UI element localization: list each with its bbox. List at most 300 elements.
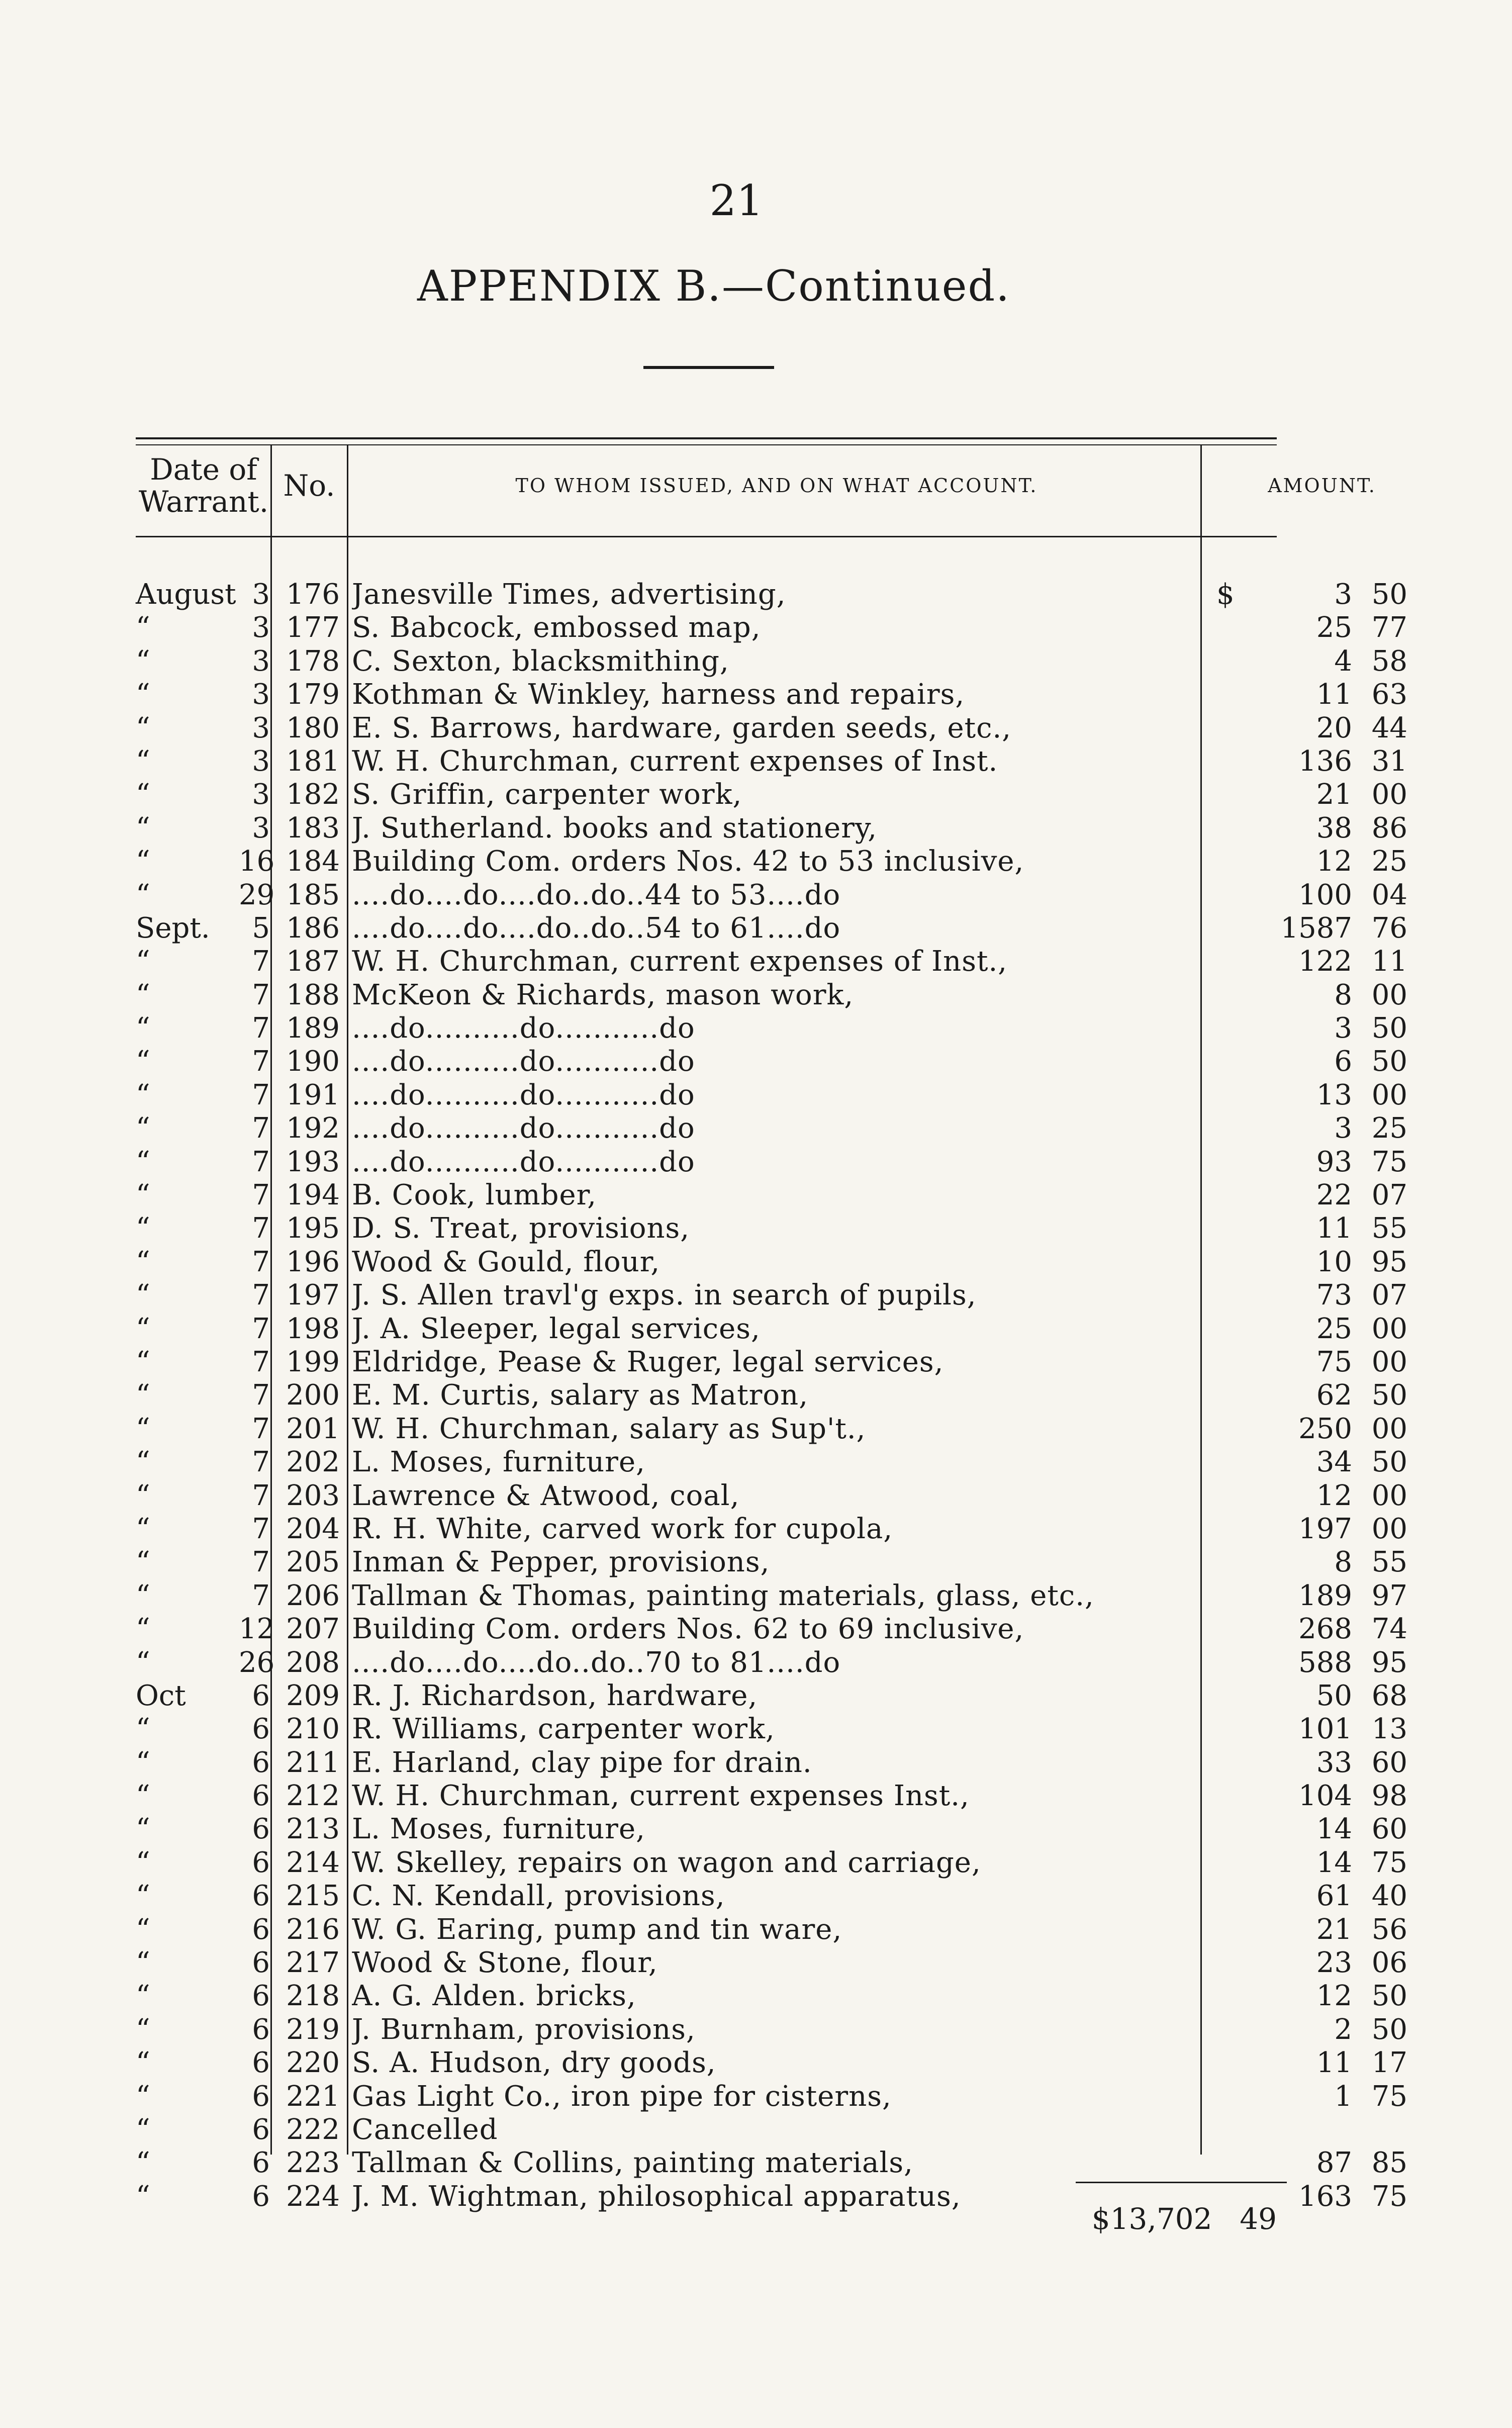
- amount-cents: 76: [1371, 911, 1407, 945]
- description-text: ....do..........do...........do: [352, 1145, 695, 1178]
- amount-cents: 50: [1371, 1980, 1407, 2013]
- description-text: C. Sexton, blacksmithing,: [352, 644, 729, 678]
- description-text: L. Moses, furniture,: [352, 1813, 645, 1846]
- table-row: [136, 744, 1407, 778]
- amount-dollars: 23: [1316, 1946, 1352, 1980]
- header-date-line2: Warrant.: [138, 485, 269, 519]
- warrant-description: [352, 611, 1191, 644]
- warrant-amount: [1232, 1112, 1407, 1145]
- amount-dollars: 1587: [1280, 911, 1352, 945]
- warrant-month: “: [136, 1512, 150, 1545]
- warrant-month: “: [136, 1813, 150, 1846]
- table-row: [136, 2013, 1407, 2046]
- amount-cents: 50: [1371, 1446, 1407, 1479]
- warrant-number: 201: [286, 1412, 340, 1445]
- amount-cents: 00: [1371, 778, 1407, 811]
- description-text: McKeon & Richards, mason work,: [352, 978, 854, 1011]
- amount-cents: 55: [1371, 1546, 1407, 1579]
- table-row: [136, 1212, 1407, 1245]
- warrant-month: “: [136, 2113, 150, 2146]
- warrant-month: “: [136, 2013, 150, 2046]
- description-text: R. H. White, carved work for cupola,: [352, 1512, 893, 1545]
- amount-dollars: 10: [1316, 1245, 1352, 1278]
- warrant-description: [352, 1780, 1191, 1813]
- warrant-month: “: [136, 1179, 150, 1212]
- warrant-number: 197: [286, 1279, 340, 1312]
- warrant-day: 7: [252, 1512, 270, 1545]
- warrant-number: 188: [286, 978, 340, 1011]
- warrant-amount: [1232, 1946, 1407, 1980]
- warrant-amount: [1232, 611, 1407, 644]
- amount-cents: 00: [1371, 1345, 1407, 1378]
- warrant-day: 6: [252, 1713, 270, 1746]
- table-row: [136, 2080, 1407, 2113]
- amount-cents: 50: [1371, 1045, 1407, 1078]
- warrant-description: [352, 1646, 1191, 1679]
- warrant-month: “: [136, 1012, 150, 1045]
- warrant-amount: [1232, 1413, 1407, 1446]
- amount-dollars: 20: [1316, 711, 1352, 744]
- description-text: ....do..........do...........do: [352, 1112, 695, 1145]
- warrant-amount: [1232, 979, 1407, 1012]
- table-row: [136, 1813, 1407, 1846]
- table-row: [136, 1312, 1407, 1346]
- description-text: Lawrence & Atwood, coal,: [352, 1479, 740, 1512]
- table-row: [136, 1546, 1407, 1579]
- warrant-day: 3: [252, 578, 270, 611]
- description-text: A. G. Alden. bricks,: [352, 1980, 636, 2013]
- warrant-number: 196: [286, 1245, 340, 1278]
- description-text: S. Griffin, carpenter work,: [352, 778, 742, 811]
- warrant-month: “: [136, 644, 150, 678]
- table-row: [136, 1279, 1407, 1312]
- amount-dollars: 93: [1316, 1145, 1352, 1178]
- total-dollars: $13,702: [1091, 2202, 1212, 2236]
- table-row: [136, 978, 1407, 1012]
- warrant-day: 7: [252, 978, 270, 1011]
- amount-dollars: 4: [1334, 644, 1352, 678]
- warrant-number: 220: [286, 2046, 340, 2080]
- warrant-number: 177: [286, 611, 340, 644]
- warrant-day: 6: [252, 1813, 270, 1846]
- amount-dollars: 21: [1316, 1913, 1352, 1946]
- description-text: ....do....do....do..do..70 to 81....do: [352, 1646, 841, 1679]
- description-text: Building Com. orders Nos. 62 to 69 inclusive,: [352, 1613, 1024, 1646]
- warrant-number: 223: [286, 2146, 340, 2180]
- warrant-month: “: [136, 1312, 150, 1345]
- amount-dollars: 163: [1298, 2180, 1352, 2213]
- warrant-month: “: [136, 1579, 150, 1612]
- description-text: B. Cook, lumber,: [352, 1179, 597, 1212]
- warrant-day: 6: [252, 2013, 270, 2046]
- page-number: 21: [709, 176, 764, 225]
- amount-dollars: 12: [1316, 845, 1352, 878]
- amount-cents: 50: [1371, 2013, 1407, 2046]
- amount-dollars: 73: [1316, 1279, 1352, 1312]
- warrant-description: [352, 1045, 1191, 1078]
- warrant-amount: [1232, 1212, 1407, 1245]
- warrant-month: “: [136, 678, 150, 711]
- warrant-description: [352, 1846, 1191, 1880]
- warrant-month: “: [136, 1546, 150, 1579]
- warrant-day: 6: [252, 1679, 270, 1712]
- warrant-amount: [1232, 1613, 1407, 1646]
- warrant-day: 6: [252, 1913, 270, 1946]
- warrant-day: 7: [252, 1145, 270, 1178]
- header-date: [136, 445, 271, 526]
- warrant-amount: [1232, 1279, 1407, 1312]
- warrant-month: “: [136, 1412, 150, 1445]
- warrant-amount: [1232, 712, 1407, 745]
- description-text: J. A. Sleeper, legal services,: [352, 1312, 761, 1345]
- amount-dollars: 104: [1298, 1780, 1352, 1813]
- warrant-month: “: [136, 2080, 150, 2113]
- amount-cents: 00: [1371, 1312, 1407, 1345]
- warrant-day: 7: [252, 1279, 270, 1312]
- warrant-number: 203: [286, 1479, 340, 1512]
- warrant-number: 221: [286, 2080, 340, 2113]
- warrant-month: “: [136, 1279, 150, 1312]
- amount-cents: 63: [1371, 678, 1407, 711]
- amount-dollars: 38: [1316, 811, 1352, 845]
- warrant-month: “: [136, 778, 150, 811]
- table-row: [136, 1145, 1407, 1179]
- warrant-number: 189: [286, 1012, 340, 1045]
- table-row: [136, 778, 1407, 811]
- table-row: [136, 578, 1407, 611]
- warrant-number: 176: [286, 578, 340, 611]
- table-header: [136, 445, 1376, 526]
- warrant-number: 224: [286, 2180, 340, 2213]
- warrant-month: “: [136, 845, 150, 878]
- amount-cents: 13: [1371, 1713, 1407, 1746]
- table-row: [136, 1780, 1407, 1813]
- description-text: E. M. Curtis, salary as Matron,: [352, 1379, 808, 1412]
- warrant-description: [352, 1880, 1191, 1913]
- amount-cents: 00: [1371, 1512, 1407, 1545]
- amount-cents: 75: [1371, 2180, 1407, 2213]
- warrant-description: [352, 1279, 1191, 1312]
- total-cents: 49: [1240, 2202, 1277, 2236]
- warrant-description: [352, 2013, 1191, 2046]
- description-text: Kothman & Winkley, harness and repairs,: [352, 678, 965, 711]
- warrant-amount: [1232, 745, 1407, 778]
- amount-dollars: 100: [1298, 878, 1352, 911]
- warrant-amount: [1232, 1313, 1407, 1346]
- amount-dollars: 14: [1316, 1846, 1352, 1879]
- warrant-amount: [1232, 1913, 1407, 1946]
- amount-cents: 00: [1371, 1078, 1407, 1111]
- warrant-number: 218: [286, 1980, 340, 2013]
- warrant-amount: [1232, 578, 1407, 611]
- amount-dollars: 197: [1298, 1512, 1352, 1545]
- warrant-amount: [1232, 1513, 1407, 1546]
- description-text: W. H. Churchman, current expenses of Inst.: [352, 744, 998, 778]
- warrant-day: 6: [252, 1746, 270, 1779]
- warrant-number: 179: [286, 678, 340, 711]
- warrant-description: [352, 712, 1191, 745]
- warrant-day: 7: [252, 1045, 270, 1078]
- amount-dollars: 11: [1316, 678, 1352, 711]
- description-text: Wood & Gould, flour,: [352, 1245, 660, 1278]
- table-row: [136, 711, 1407, 745]
- warrant-number: 206: [286, 1579, 340, 1612]
- warrant-amount: [1232, 1446, 1407, 1479]
- warrant-description: [352, 1413, 1191, 1446]
- warrant-day: 3: [252, 744, 270, 778]
- warrant-month: “: [136, 1479, 150, 1512]
- amount-cents: 95: [1371, 1245, 1407, 1278]
- table-row: [136, 1412, 1407, 1446]
- warrant-number: 178: [286, 644, 340, 678]
- warrant-description: [352, 1112, 1191, 1145]
- description-text: Tallman & Thomas, painting materials, glass, etc.,: [352, 1579, 1094, 1612]
- amount-cents: 07: [1371, 1179, 1407, 1212]
- warrant-day: 6: [252, 2113, 270, 2146]
- description-text: R. J. Richardson, hardware,: [352, 1679, 758, 1712]
- warrant-description: [352, 1513, 1191, 1546]
- description-text: W. H. Churchman, salary as Sup't.,: [352, 1412, 866, 1445]
- table-row: [136, 1746, 1407, 1780]
- title-rule: [643, 366, 774, 369]
- table-row: [136, 878, 1407, 912]
- amount-cents: 77: [1371, 611, 1407, 644]
- header-number: No.: [283, 469, 335, 503]
- table-row: [136, 1679, 1407, 1713]
- warrant-description: [352, 2080, 1191, 2113]
- warrant-amount: [1232, 912, 1407, 945]
- warrant-month: “: [136, 2180, 150, 2213]
- warrant-number: 210: [286, 1713, 340, 1746]
- warrant-amount: [1232, 1980, 1407, 2013]
- warrant-amount: [1232, 1045, 1407, 1078]
- warrant-description: [352, 945, 1191, 978]
- warrant-description: [352, 645, 1191, 678]
- warrant-number: 195: [286, 1212, 340, 1245]
- description-text: Wood & Stone, flour,: [352, 1946, 658, 1980]
- amount-cents: 50: [1371, 1012, 1407, 1045]
- warrant-description: [352, 1179, 1191, 1212]
- warrant-number: 185: [286, 878, 340, 911]
- warrant-amount: [1232, 879, 1407, 912]
- total-rule: [1076, 2182, 1287, 2183]
- warrant-description: [352, 2046, 1191, 2080]
- amount-dollars: 25: [1316, 611, 1352, 644]
- warrant-day: 3: [252, 711, 270, 744]
- warrant-description: [352, 1479, 1191, 1513]
- amount-dollars: 61: [1316, 1880, 1352, 1913]
- warrant-description: [352, 1079, 1191, 1112]
- amount-cents: 04: [1371, 878, 1407, 911]
- table-row: [136, 644, 1407, 678]
- description-text: D. S. Treat, provisions,: [352, 1212, 690, 1245]
- amount-dollars: 6: [1334, 1045, 1352, 1078]
- amount-cents: 60: [1371, 1746, 1407, 1779]
- amount-dollars: 3: [1334, 1112, 1352, 1145]
- warrant-month: “: [136, 711, 150, 744]
- table-row: [136, 1613, 1407, 1646]
- warrant-day: 7: [252, 1479, 270, 1512]
- warrant-amount: [1232, 1079, 1407, 1112]
- warrant-number: 212: [286, 1780, 340, 1813]
- warrant-number: 202: [286, 1446, 340, 1479]
- warrant-day: 16: [239, 845, 275, 878]
- warrant-description: [352, 879, 1191, 912]
- description-text: Cancelled: [352, 2113, 498, 2146]
- warrant-description: [352, 1913, 1191, 1946]
- description-text: W. H. Churchman, current expenses Inst.,: [352, 1780, 970, 1813]
- description-text: E. Harland, clay pipe for drain.: [352, 1746, 812, 1779]
- amount-dollars: 13: [1316, 1078, 1352, 1111]
- description-text: S. A. Hudson, dry goods,: [352, 2046, 716, 2080]
- description-text: E. S. Barrows, hardware, garden seeds, etc.,: [352, 711, 1012, 744]
- warrant-day: 7: [252, 1245, 270, 1278]
- warrant-amount: [1232, 1579, 1407, 1613]
- table-row: [136, 611, 1407, 644]
- warrant-number: 193: [286, 1145, 340, 1178]
- warrant-description: [352, 1146, 1191, 1179]
- warrant-number: 200: [286, 1379, 340, 1412]
- warrant-amount: [1232, 2080, 1407, 2113]
- header-date-line1: Date of: [150, 452, 257, 487]
- header-bottom-rule: [136, 536, 1277, 537]
- amount-dollars: 588: [1298, 1646, 1352, 1679]
- warrant-amount: [1232, 1679, 1407, 1713]
- warrant-month: “: [136, 1613, 150, 1646]
- warrant-day: 7: [252, 1012, 270, 1045]
- amount-cents: 85: [1371, 2146, 1407, 2180]
- warrant-description: [352, 1980, 1191, 2013]
- table-row: [136, 1479, 1407, 1513]
- warrant-number: 209: [286, 1679, 340, 1712]
- amount-cents: 56: [1371, 1913, 1407, 1946]
- warrant-description: [352, 1012, 1191, 1045]
- warrant-number: 186: [286, 911, 340, 945]
- warrant-month: “: [136, 1446, 150, 1479]
- warrant-number: 187: [286, 945, 340, 978]
- amount-cents: 60: [1371, 1813, 1407, 1846]
- warrant-amount: [1232, 1846, 1407, 1880]
- amount-cents: 50: [1371, 1379, 1407, 1412]
- warrant-description: [352, 678, 1191, 711]
- warrant-day: 7: [252, 1212, 270, 1245]
- warrant-day: 6: [252, 1780, 270, 1813]
- description-text: R. Williams, carpenter work,: [352, 1713, 775, 1746]
- warrant-month: “: [136, 1379, 150, 1412]
- warrant-month: “: [136, 1145, 150, 1178]
- warrant-description: [352, 979, 1191, 1012]
- warrant-month: “: [136, 1946, 150, 1980]
- warrant-amount: [1232, 2146, 1407, 2180]
- amount-dollars: 22: [1316, 1179, 1352, 1212]
- warrant-number: 192: [286, 1112, 340, 1145]
- warrant-day: 3: [252, 611, 270, 644]
- amount-dollars: 14: [1316, 1813, 1352, 1846]
- amount-cents: 06: [1371, 1946, 1407, 1980]
- description-text: ....do..........do...........do: [352, 1078, 695, 1111]
- warrant-amount: [1232, 1179, 1407, 1212]
- warrant-month: Oct: [136, 1679, 186, 1712]
- amount-dollars: 268: [1298, 1613, 1352, 1646]
- warrant-day: 7: [252, 1412, 270, 1445]
- amount-dollars: 2: [1334, 2013, 1352, 2046]
- warrant-day: 6: [252, 2180, 270, 2213]
- warrant-month: “: [136, 1980, 150, 2013]
- warrant-description: [352, 745, 1191, 778]
- warrant-amount: [1232, 1713, 1407, 1746]
- warrant-amount: [1232, 845, 1407, 878]
- description-text: Tallman & Collins, painting materials,: [352, 2146, 913, 2180]
- table-row: [136, 1913, 1407, 1946]
- warrant-number: 217: [286, 1946, 340, 1980]
- amount-cents: 40: [1371, 1880, 1407, 1913]
- amount-dollars: 11: [1316, 1212, 1352, 1245]
- warrant-day: 7: [252, 1179, 270, 1212]
- warrant-month: “: [136, 1112, 150, 1145]
- amount-dollars: 1: [1334, 2080, 1352, 2113]
- amount-cents: 31: [1371, 744, 1407, 778]
- warrant-description: [352, 2146, 1191, 2180]
- page-title: APPENDIX B.—Continued.: [417, 261, 1010, 311]
- amount-cents: 00: [1371, 1479, 1407, 1512]
- description-text: J. Sutherland. books and stationery,: [352, 811, 878, 845]
- warrant-month: “: [136, 1646, 150, 1679]
- header-issued: TO WHOM ISSUED, AND ON WHAT ACCOUNT.: [515, 475, 1038, 497]
- warrant-amount: [1232, 1479, 1407, 1513]
- warrant-day: 7: [252, 1112, 270, 1145]
- description-text: C. N. Kendall, provisions,: [352, 1880, 725, 1913]
- amount-cents: 25: [1371, 1112, 1407, 1145]
- warrant-day: 6: [252, 2080, 270, 2113]
- table-row: [136, 2046, 1407, 2080]
- table-row: [136, 2113, 1277, 2146]
- table-row: [136, 1713, 1407, 1746]
- table-row: [136, 1045, 1407, 1078]
- warrant-day: 6: [252, 2146, 270, 2180]
- warrant-description: [352, 1713, 1191, 1746]
- description-text: Eldridge, Pease & Ruger, legal services,: [352, 1345, 944, 1378]
- warrant-month: “: [136, 744, 150, 778]
- warrant-day: 5: [252, 911, 270, 945]
- amount-cents: 17: [1371, 2046, 1407, 2080]
- warrant-day: 7: [252, 945, 270, 978]
- warrant-description: [352, 1813, 1191, 1846]
- header-amount: AMOUNT.: [1268, 475, 1376, 497]
- table-row: [136, 1345, 1407, 1379]
- amount-dollars: 3: [1334, 578, 1352, 611]
- warrant-month: “: [136, 1245, 150, 1278]
- description-text: J. M. Wightman, philosophical apparatus,: [352, 2180, 961, 2213]
- amount-cents: 07: [1371, 1279, 1407, 1312]
- amount-cents: 97: [1371, 1579, 1407, 1612]
- warrant-day: 6: [252, 1880, 270, 1913]
- amount-cents: 00: [1371, 978, 1407, 1011]
- table-row: [136, 1112, 1407, 1145]
- warrant-month: “: [136, 1045, 150, 1078]
- warrant-month: “: [136, 1212, 150, 1245]
- description-text: Gas Light Co., iron pipe for cisterns,: [352, 2080, 892, 2113]
- warrant-amount: [1232, 2113, 1407, 2146]
- warrant-amount: [1232, 2013, 1407, 2046]
- amount-dollars: 189: [1298, 1579, 1352, 1612]
- amount-dollars: 34: [1316, 1446, 1352, 1479]
- table-row: [136, 1980, 1407, 2013]
- warrant-description: [352, 1946, 1191, 1980]
- warrant-month: “: [136, 1746, 150, 1779]
- amount-dollars: 21: [1316, 778, 1352, 811]
- warrant-amount: [1232, 1546, 1407, 1579]
- description-text: Building Com. orders Nos. 42 to 53 inclusive,: [352, 845, 1024, 878]
